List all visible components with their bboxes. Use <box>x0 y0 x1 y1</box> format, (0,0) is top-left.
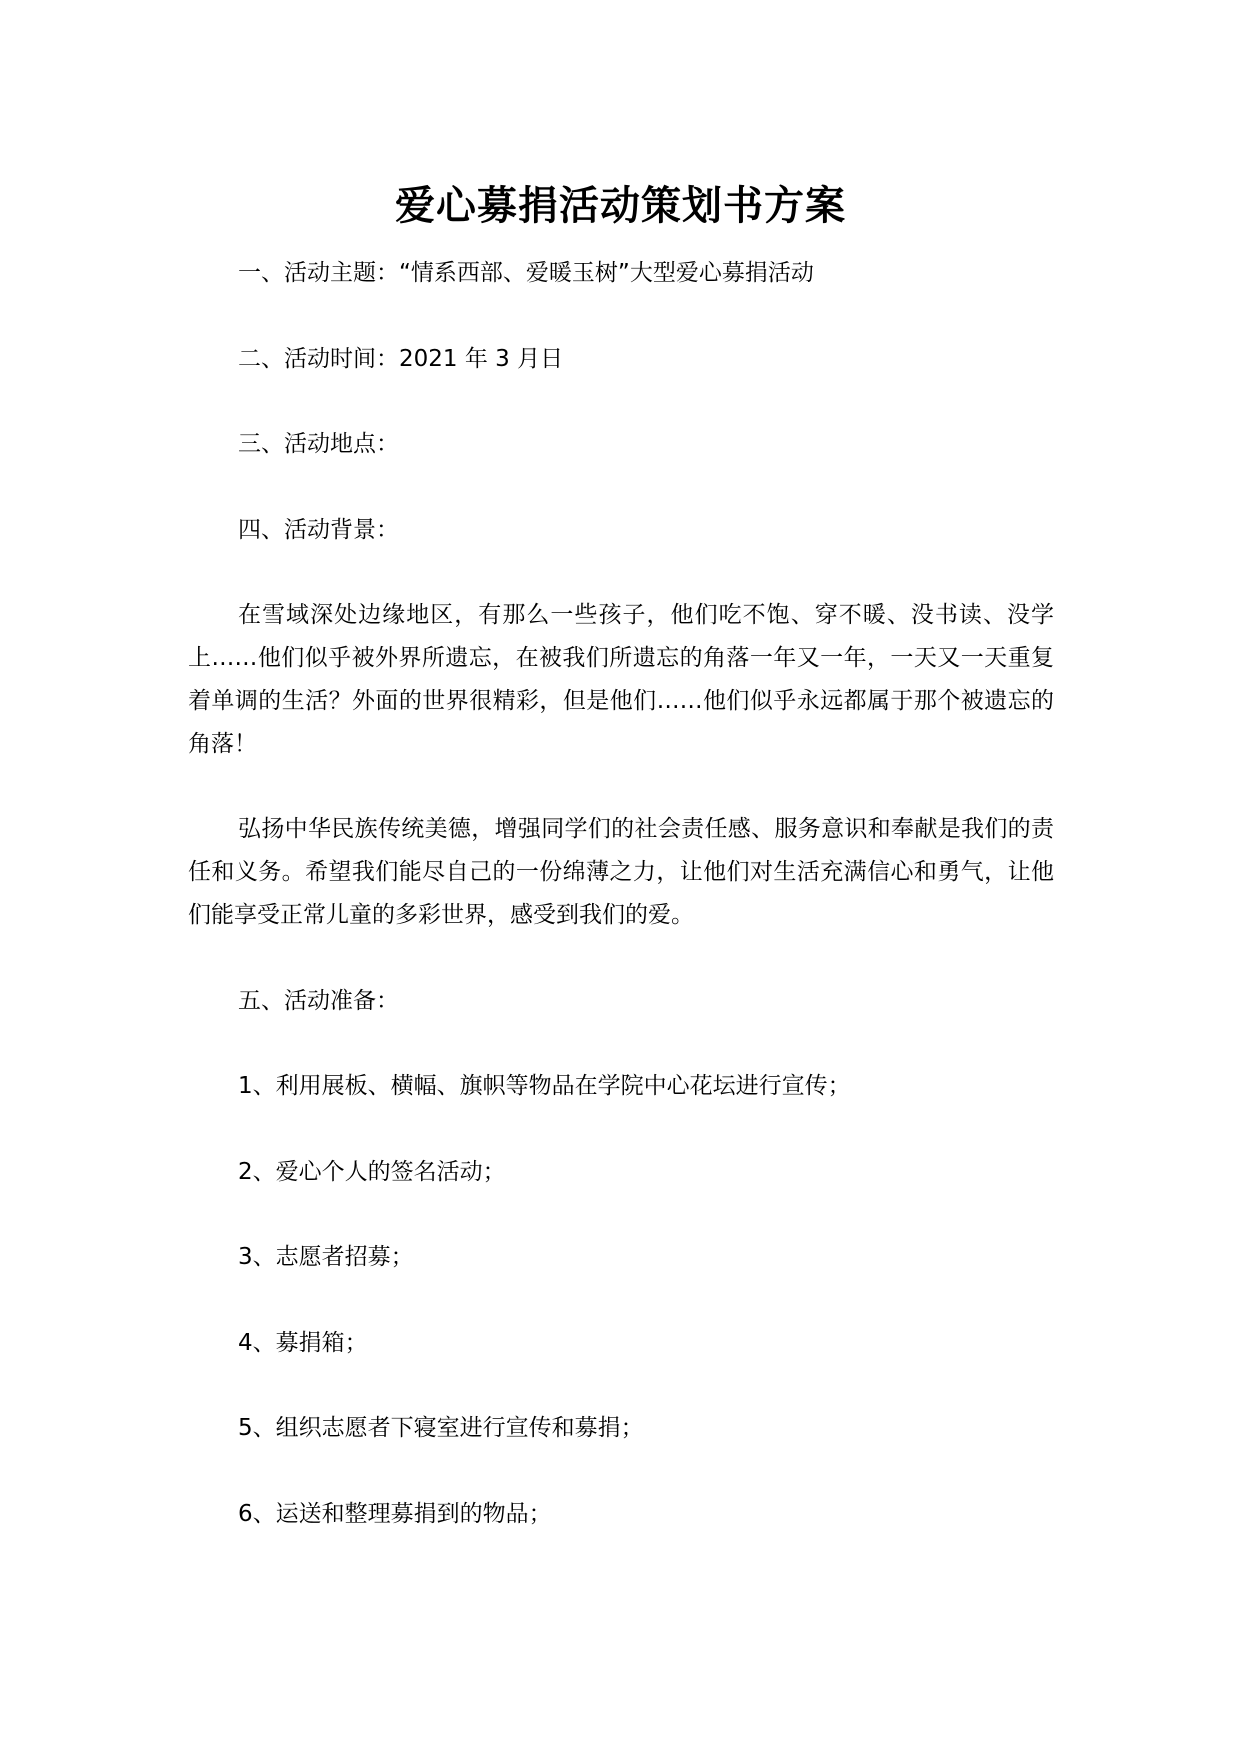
background-paragraph-1: 在雪域深处边缘地区，有那么一些孩子，他们吃不饱、穿不暖、没书读、没学上……他们似乎被外界所遗忘，在被我们所遗忘的角落一年又一年，一天又一天重复着单调的生活？外面的世界很精彩，但是他们……他们似乎永远都属于那个被遗忘的角落！ <box>188 602 1054 757</box>
background-paragraph-2: 弘扬中华民族传统美德，增强同学们的社会责任感、服务意识和奉献是我们的责任和义务。希望我们能尽自己的一份绵薄之力，让他们对生活充满信心和勇气，让他们能享受正常儿童的多彩世界，感受到我们的爱。 <box>188 816 1054 928</box>
prep-item: 6、运送和整理募捐到的物品； <box>238 1501 552 1527</box>
section-background: 四、活动背景： <box>238 517 399 543</box>
document-title: 爱心募捐活动策划书方案 <box>395 183 846 229</box>
prep-item: 5、组织志愿者下寝室进行宣传和募捐； <box>238 1415 644 1441</box>
section-time: 二、活动时间：2021 年 3 月日 <box>238 346 564 372</box>
prep-item: 4、募捐箱； <box>238 1330 368 1356</box>
section-location: 三、活动地点： <box>238 431 399 457</box>
section-theme: 一、活动主题：“情系西部、爱暖玉树”大型爱心募捐活动 <box>238 260 814 286</box>
section-preparation: 五、活动准备： <box>238 988 399 1014</box>
prep-item: 2、爱心个人的签名活动； <box>238 1159 506 1185</box>
prep-item: 3、志愿者招募； <box>238 1244 414 1270</box>
prep-item: 1、利用展板、横幅、旗帜等物品在学院中心花坛进行宣传； <box>238 1073 851 1099</box>
